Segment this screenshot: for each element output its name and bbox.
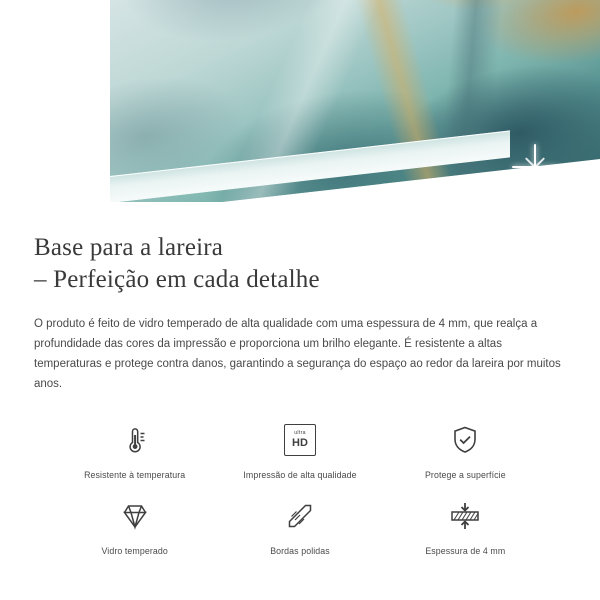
feature-label: Resistente à temperatura bbox=[84, 470, 186, 480]
page-title bbox=[34, 232, 566, 296]
feature-grid bbox=[34, 418, 566, 556]
feature-label: Protege a superfície bbox=[424, 470, 506, 480]
ultra-hd-badge-main: HD bbox=[292, 436, 308, 449]
feature-tempered-glass bbox=[52, 494, 217, 556]
headline-line-2: – Perfeição em cada detalhe bbox=[34, 266, 320, 293]
feature-label: Bordas polidas bbox=[270, 546, 330, 556]
thickness-icon bbox=[443, 494, 487, 538]
hero-image bbox=[0, 0, 600, 218]
description-paragraph: O produto é feito de vidro temperado de alta qualidade com uma espessura de 4 mm, que realça a profundidade das cores da impressão e proporciona um brilho elegante. É resistente a altas temperaturas e protege contra danos, garantindo a segurança do espaço ao redor da lareira por muitos anos. bbox=[34, 318, 561, 390]
content-block bbox=[0, 218, 600, 556]
thermometer-icon bbox=[113, 418, 157, 462]
feature-surface-protection bbox=[383, 418, 548, 480]
ultra-hd-badge-top: ultra bbox=[294, 430, 306, 437]
feature-label: Espessura de 4 mm bbox=[425, 546, 506, 556]
feature-thickness bbox=[383, 494, 548, 556]
feature-label: Impressão de alta qualidade bbox=[243, 470, 357, 480]
feature-polished-edges bbox=[217, 494, 382, 556]
feature-print-quality bbox=[217, 418, 382, 480]
hero-bottom-margin bbox=[0, 202, 600, 218]
shield-check-icon bbox=[443, 418, 487, 462]
diamond-icon bbox=[113, 494, 157, 538]
ultra-hd-icon bbox=[278, 418, 322, 462]
feature-temperature-resistant bbox=[52, 418, 217, 480]
polished-edges-icon bbox=[278, 494, 322, 538]
feature-label: Vidro temperado bbox=[101, 546, 168, 556]
headline-line-1: Base para a lareira bbox=[34, 234, 224, 261]
hero-left-margin bbox=[0, 0, 110, 218]
